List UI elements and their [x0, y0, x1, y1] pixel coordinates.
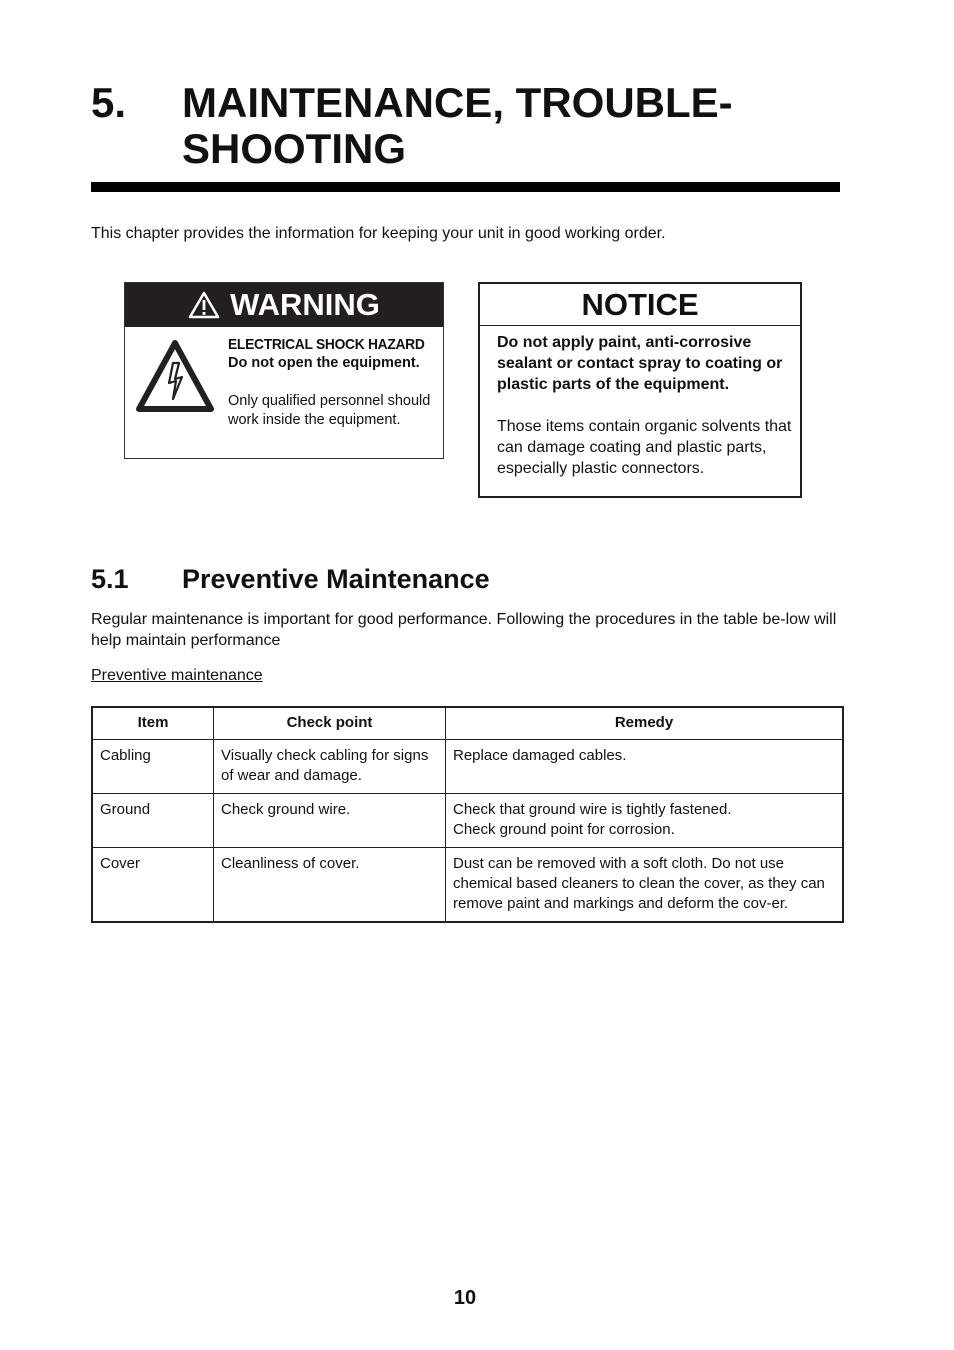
cell-remedy: [446, 794, 844, 848]
warning-triangle-icon: [188, 291, 220, 319]
header-check-point: Check point: [214, 707, 446, 740]
page-number: 10: [453, 1287, 477, 1309]
remedy-line: Replace damaged cables.: [453, 747, 627, 764]
cell-remedy: [446, 740, 844, 794]
remedy-line: Check ground point for corrosion.: [453, 821, 675, 838]
cell-item: Cover: [92, 848, 214, 923]
cell-item: Cabling: [92, 740, 214, 794]
chapter-number: 5.: [91, 79, 127, 126]
table-caption: Preventive maintenance: [91, 667, 263, 684]
notice-box: [478, 282, 802, 498]
warning-box: [124, 282, 444, 459]
table-header-row: [92, 707, 843, 740]
chapter-intro: This chapter provides the information for keeping your unit in good working order.: [91, 225, 666, 242]
notice-bold-text: Do not apply paint, anti-corrosive sealant or contact spray to coating or plastic parts of the equipment.: [497, 334, 783, 393]
notice-header: NOTICE: [480, 284, 800, 326]
warning-text: [228, 335, 440, 430]
cell-check-point: Visually check cabling for signs of wear and damage.: [214, 740, 446, 794]
warning-title: WARNING: [230, 287, 380, 322]
notice-body: Those items contain organic solvents that can damage coating and plastic parts, especially plastic connectors.: [497, 418, 792, 477]
remedy-line: Check that ground wire is tightly fastened.: [453, 801, 732, 818]
hazard-title: ELECTRICAL SHOCK HAZARD: [228, 336, 425, 353]
chapter-title-line2: SHOOTING: [182, 125, 407, 172]
hazard-subtitle: Do not open the equipment.: [228, 355, 420, 371]
section-number: 5.1: [91, 564, 129, 594]
remedy-line: Dust can be removed with a soft cloth. Do not use chemical based cleaners to clean the cover, as they can remove paint and markings and deform the cov-er.: [453, 855, 825, 912]
electrical-shock-icon: [135, 339, 215, 413]
table-row: [92, 848, 843, 923]
warning-header: [125, 283, 443, 327]
header-remedy: Remedy: [446, 707, 844, 740]
cell-check-point: Cleanliness of cover.: [214, 848, 446, 923]
section-paragraph: Regular maintenance is important for good performance. Following the procedures in the table be-low will help maintain performance: [91, 611, 837, 649]
chapter-divider: [91, 182, 840, 192]
maintenance-table: [91, 706, 844, 923]
warning-body: Only qualified personnel should work inside the equipment.: [228, 393, 431, 428]
cell-remedy: [446, 848, 844, 923]
table-row: [92, 794, 843, 848]
section-title: Preventive Maintenance: [182, 564, 490, 594]
header-item: Item: [92, 707, 214, 740]
chapter-title-line1: MAINTENANCE, TROUBLE-: [182, 79, 733, 126]
cell-check-point: Check ground wire.: [214, 794, 446, 848]
cell-item: Ground: [92, 794, 214, 848]
table-row: [92, 740, 843, 794]
